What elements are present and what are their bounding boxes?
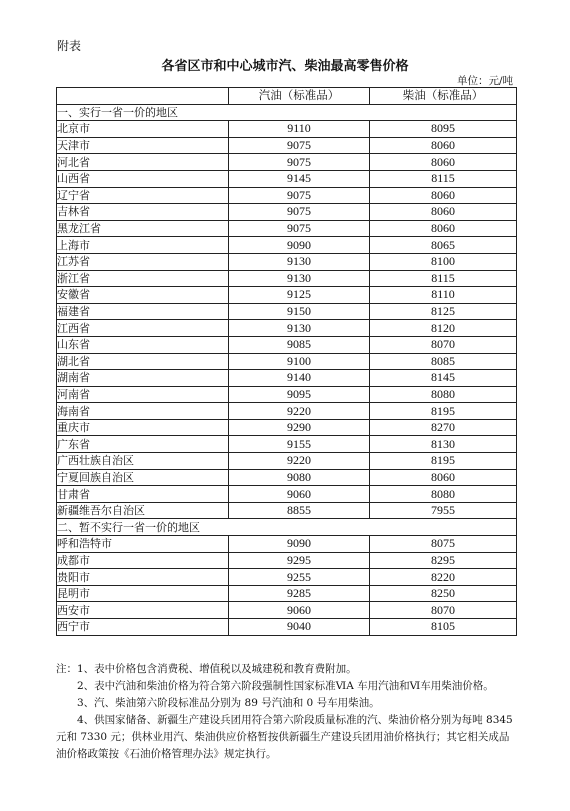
table-row	[57, 436, 517, 453]
table-row	[57, 569, 517, 586]
gasoline-price-cell: 9220	[229, 453, 370, 470]
region-cell: 上海市	[57, 237, 229, 254]
region-cell: 海南省	[57, 403, 229, 420]
note-item: 3、汽、柴油第六阶段标准品分别为 89 号汽油和 0 号车用柴油。	[77, 697, 380, 709]
diesel-price-cell: 8095	[370, 121, 517, 138]
region-cell: 山东省	[57, 336, 229, 353]
gasoline-price-cell: 9075	[229, 187, 370, 204]
gasoline-price-cell: 9095	[229, 386, 370, 403]
region-cell: 西安市	[57, 602, 229, 619]
diesel-price-cell: 8115	[370, 270, 517, 287]
table-row	[57, 187, 517, 204]
table-row	[57, 253, 517, 270]
section-label: 一、实行一省一价的地区	[57, 104, 517, 121]
region-cell: 黑龙江省	[57, 220, 229, 237]
region-cell: 江西省	[57, 320, 229, 337]
diesel-price-cell: 8115	[370, 170, 517, 187]
table-row	[57, 502, 517, 519]
diesel-price-cell: 8270	[370, 419, 517, 436]
table-row	[57, 137, 517, 154]
diesel-price-cell: 8060	[370, 469, 517, 486]
region-cell: 成都市	[57, 552, 229, 569]
diesel-price-cell: 8060	[370, 187, 517, 204]
table-header-row	[57, 88, 517, 105]
region-cell: 安徽省	[57, 287, 229, 304]
region-cell: 宁夏回族自治区	[57, 469, 229, 486]
gasoline-price-cell: 9220	[229, 403, 370, 420]
region-cell: 天津市	[57, 137, 229, 154]
gasoline-price-cell: 9255	[229, 569, 370, 586]
diesel-price-cell: 8065	[370, 237, 517, 254]
table-body	[57, 104, 517, 635]
gasoline-price-cell: 9125	[229, 287, 370, 304]
region-cell: 昆明市	[57, 585, 229, 602]
diesel-price-cell: 8105	[370, 619, 517, 636]
table-row	[57, 419, 517, 436]
diesel-price-cell: 8130	[370, 436, 517, 453]
diesel-price-cell: 8195	[370, 453, 517, 470]
diesel-price-cell: 8195	[370, 403, 517, 420]
notes	[56, 661, 518, 763]
note-item: 1、表中价格包含消费税、增值税以及城建税和教育费附加。	[77, 663, 357, 675]
gasoline-price-cell: 9140	[229, 370, 370, 387]
region-cell: 西宁市	[57, 619, 229, 636]
table-row	[57, 270, 517, 287]
table-row	[57, 602, 517, 619]
table-row	[57, 336, 517, 353]
diesel-price-cell: 8080	[370, 386, 517, 403]
diesel-price-cell: 8145	[370, 370, 517, 387]
table-row	[57, 353, 517, 370]
region-cell: 广东省	[57, 436, 229, 453]
table-row	[57, 170, 517, 187]
gasoline-price-cell: 9110	[229, 121, 370, 138]
gasoline-column-header: 汽油（标准品）	[229, 88, 370, 105]
gasoline-price-cell: 9145	[229, 170, 370, 187]
gasoline-price-cell: 9295	[229, 552, 370, 569]
region-column-header	[57, 88, 229, 105]
diesel-price-cell: 8110	[370, 287, 517, 304]
price-table	[56, 87, 517, 636]
table-row	[57, 453, 517, 470]
diesel-price-cell: 8070	[370, 602, 517, 619]
gasoline-price-cell: 9060	[229, 602, 370, 619]
diesel-price-cell: 8085	[370, 353, 517, 370]
page-title: 各省区市和中心城市汽、柴油最高零售价格	[161, 59, 409, 74]
gasoline-price-cell: 9285	[229, 585, 370, 602]
region-cell: 河南省	[57, 386, 229, 403]
region-cell: 浙江省	[57, 270, 229, 287]
gasoline-price-cell: 9290	[229, 419, 370, 436]
section-row	[57, 104, 517, 121]
gasoline-price-cell: 9075	[229, 154, 370, 171]
appendix-label: 附表	[57, 39, 82, 53]
gasoline-price-cell: 9100	[229, 353, 370, 370]
section-row	[57, 519, 517, 536]
diesel-price-cell: 8080	[370, 486, 517, 503]
diesel-column-header: 柴油（标准品）	[370, 88, 517, 105]
diesel-price-cell: 7955	[370, 502, 517, 519]
table-row	[57, 121, 517, 138]
note-item: 4、供国家储备、新疆生产建设兵团用符合第六阶段质量标准的汽、柴油价格分别为每吨 8345 元和 7330 元；供林业用汽、柴油供应价格暂按供新疆生产建设兵团用油价格执行；其它相关成品油价格政策按《石油价格管理办法》规定执行。	[56, 714, 513, 760]
diesel-price-cell: 8120	[370, 320, 517, 337]
region-cell: 江苏省	[57, 253, 229, 270]
table-row	[57, 204, 517, 221]
diesel-price-cell: 8250	[370, 585, 517, 602]
diesel-price-cell: 8295	[370, 552, 517, 569]
unit-label: 单位：元/吨	[456, 75, 513, 87]
gasoline-price-cell: 9085	[229, 336, 370, 353]
region-cell: 甘肃省	[57, 486, 229, 503]
table-row	[57, 585, 517, 602]
table-row	[57, 469, 517, 486]
table-row	[57, 320, 517, 337]
region-cell: 呼和浩特市	[57, 536, 229, 553]
diesel-price-cell: 8060	[370, 137, 517, 154]
gasoline-price-cell: 9040	[229, 619, 370, 636]
gasoline-price-cell: 9080	[229, 469, 370, 486]
gasoline-price-cell: 9130	[229, 270, 370, 287]
region-cell: 湖南省	[57, 370, 229, 387]
diesel-price-cell: 8075	[370, 536, 517, 553]
table-row	[57, 237, 517, 254]
gasoline-price-cell: 9090	[229, 536, 370, 553]
table-row	[57, 303, 517, 320]
region-cell: 福建省	[57, 303, 229, 320]
gasoline-price-cell: 9075	[229, 204, 370, 221]
gasoline-price-cell: 9155	[229, 436, 370, 453]
region-cell: 吉林省	[57, 204, 229, 221]
diesel-price-cell: 8125	[370, 303, 517, 320]
table-row	[57, 287, 517, 304]
gasoline-price-cell: 9130	[229, 320, 370, 337]
gasoline-price-cell: 9075	[229, 137, 370, 154]
table-row	[57, 552, 517, 569]
gasoline-price-cell: 8855	[229, 502, 370, 519]
diesel-price-cell: 8100	[370, 253, 517, 270]
region-cell: 北京市	[57, 121, 229, 138]
region-cell: 贵阳市	[57, 569, 229, 586]
region-cell: 河北省	[57, 154, 229, 171]
table-row	[57, 619, 517, 636]
diesel-price-cell: 8220	[370, 569, 517, 586]
diesel-price-cell: 8070	[370, 336, 517, 353]
diesel-price-cell: 8060	[370, 204, 517, 221]
region-cell: 山西省	[57, 170, 229, 187]
table-row	[57, 154, 517, 171]
gasoline-price-cell: 9130	[229, 253, 370, 270]
region-cell: 广西壮族自治区	[57, 453, 229, 470]
table-row	[57, 370, 517, 387]
note-item: 2、表中汽油和柴油价格为符合第六阶段强制性国家标准ⅥA 车用汽油和Ⅵ车用柴油价格。	[77, 680, 494, 692]
diesel-price-cell: 8060	[370, 220, 517, 237]
gasoline-price-cell: 9150	[229, 303, 370, 320]
region-cell: 重庆市	[57, 419, 229, 436]
region-cell: 辽宁省	[57, 187, 229, 204]
gasoline-price-cell: 9090	[229, 237, 370, 254]
gasoline-price-cell: 9060	[229, 486, 370, 503]
table-row	[57, 220, 517, 237]
region-cell: 湖北省	[57, 353, 229, 370]
region-cell: 新疆维吾尔自治区	[57, 502, 229, 519]
section-label: 二、暂不实行一省一价的地区	[57, 519, 517, 536]
table-row	[57, 386, 517, 403]
gasoline-price-cell: 9075	[229, 220, 370, 237]
table-row	[57, 536, 517, 553]
table-row	[57, 486, 517, 503]
notes-lead: 注：	[56, 663, 77, 675]
table-row	[57, 403, 517, 420]
diesel-price-cell: 8060	[370, 154, 517, 171]
